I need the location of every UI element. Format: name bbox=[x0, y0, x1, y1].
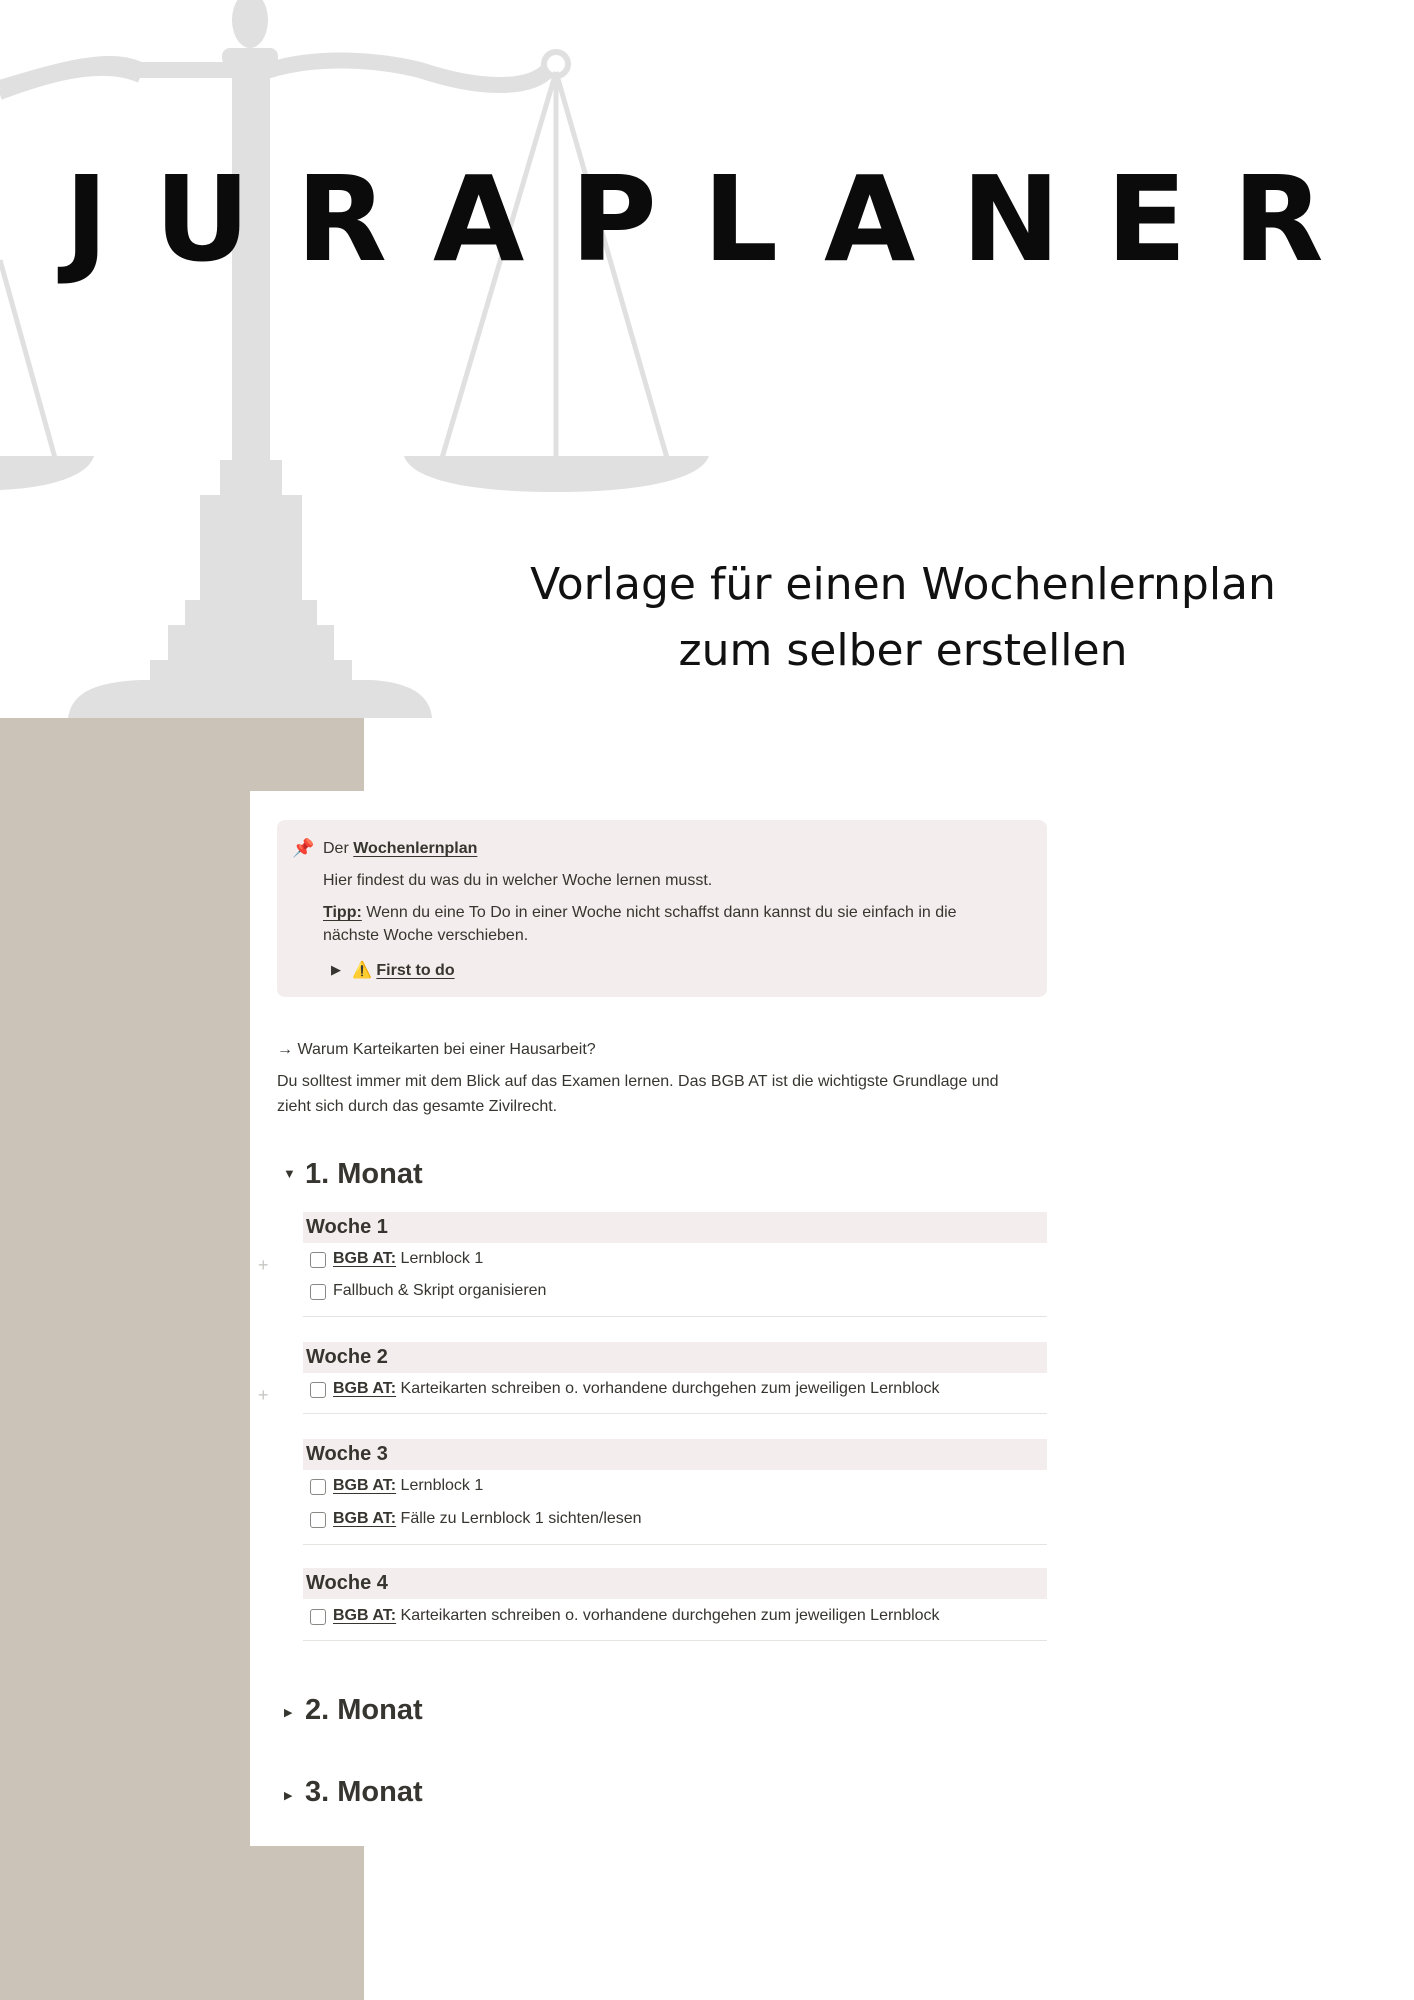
todo-text: Lernblock 1 bbox=[396, 1477, 484, 1494]
todo-checkbox[interactable] bbox=[310, 1382, 326, 1398]
todo-text: Fälle zu Lernblock 1 sichten/lesen bbox=[396, 1510, 642, 1527]
week-3-title: Woche 3 bbox=[306, 1443, 388, 1465]
first-to-do-toggle[interactable] bbox=[352, 960, 455, 980]
add-block-plus-icon[interactable]: + bbox=[258, 1385, 269, 1405]
todo-checkbox[interactable] bbox=[310, 1609, 326, 1625]
todo-item: Fallbuch & Skript organisieren bbox=[333, 1282, 547, 1299]
todo-checkbox[interactable] bbox=[310, 1512, 326, 1528]
todo-prefix-link[interactable]: BGB AT: bbox=[333, 1510, 397, 1527]
month-1-heading[interactable]: 1. Monat bbox=[305, 1158, 423, 1190]
tip-text-2: nächste Woche verschieben. bbox=[323, 927, 529, 944]
subtitle-line-1: Vorlage für einen Wochenlernplan bbox=[530, 559, 1276, 610]
cover-subtitle bbox=[500, 552, 1306, 684]
divider bbox=[303, 1544, 1047, 1545]
first-to-do-label: First to do bbox=[376, 962, 455, 979]
wochenlernplan-link[interactable]: Wochenlernplan bbox=[353, 840, 478, 857]
todo-text: Karteikarten schreiben o. vorhandene durchgehen zum jeweiligen Lernblock bbox=[396, 1380, 940, 1397]
divider bbox=[303, 1316, 1047, 1317]
tip-label: Tipp: bbox=[323, 904, 362, 921]
intro-text-2: zieht sich durch das gesamte Zivilrecht. bbox=[277, 1098, 558, 1115]
divider bbox=[303, 1640, 1047, 1641]
todo-item bbox=[333, 1380, 940, 1398]
week-4-title: Woche 4 bbox=[306, 1572, 388, 1594]
todo-checkbox[interactable] bbox=[310, 1252, 326, 1268]
week-1-title: Woche 1 bbox=[306, 1216, 388, 1238]
callout-tip bbox=[323, 904, 957, 922]
todo-text: Karteikarten schreiben o. vorhandene durchgehen zum jeweiligen Lernblock bbox=[396, 1607, 940, 1624]
divider bbox=[303, 1413, 1047, 1414]
tip-text-1: Wenn du eine To Do in einer Woche nicht schaffst dann kannst du sie einfach in die bbox=[361, 904, 957, 921]
week-3-header bbox=[303, 1439, 1047, 1470]
month-2-heading[interactable]: 2. Monat bbox=[305, 1694, 423, 1726]
month-3-heading[interactable]: 3. Monat bbox=[305, 1776, 423, 1808]
karteikarten-link[interactable]: → Warum Karteikarten bei einer Hausarbeit? bbox=[277, 1041, 596, 1058]
todo-prefix-link[interactable]: BGB AT: bbox=[333, 1380, 397, 1397]
todo-text: Lernblock 1 bbox=[396, 1250, 484, 1267]
todo-item bbox=[333, 1607, 940, 1625]
subtitle-line-2: zum selber erstellen bbox=[678, 625, 1128, 676]
toggle-collapsed-icon[interactable]: ▶ bbox=[284, 1707, 293, 1719]
todo-item bbox=[333, 1250, 483, 1268]
week-4-header bbox=[303, 1568, 1047, 1599]
pushpin-icon: 📌 bbox=[292, 838, 315, 858]
todo-checkbox[interactable] bbox=[310, 1479, 326, 1495]
callout-heading bbox=[323, 840, 477, 858]
toggle-collapsed-icon[interactable]: ▶ bbox=[284, 1790, 293, 1802]
todo-prefix-link[interactable]: BGB AT: bbox=[333, 1250, 397, 1267]
week-2-title: Woche 2 bbox=[306, 1346, 388, 1368]
todo-checkbox[interactable] bbox=[310, 1284, 326, 1300]
warning-icon: ⚠️ bbox=[352, 962, 372, 979]
week-2-header bbox=[303, 1342, 1047, 1373]
todo-prefix-link[interactable]: BGB AT: bbox=[333, 1607, 397, 1624]
add-block-plus-icon[interactable]: + bbox=[258, 1255, 269, 1275]
todo-item bbox=[333, 1477, 483, 1495]
callout-heading-prefix: Der bbox=[323, 840, 349, 857]
callout-line-1: Hier findest du was du in welcher Woche lernen musst. bbox=[323, 872, 713, 889]
cover-title: JURAPLANER bbox=[64, 150, 1370, 288]
week-1-header bbox=[303, 1212, 1047, 1243]
todo-item bbox=[333, 1510, 642, 1528]
toggle-expanded-icon[interactable]: ▼ bbox=[283, 1166, 296, 1181]
intro-text-1: Du solltest immer mit dem Blick auf das Examen lernen. Das BGB AT ist die wichtigste Grundlage und bbox=[277, 1073, 999, 1090]
todo-prefix-link[interactable]: BGB AT: bbox=[333, 1477, 397, 1494]
toggle-triangle-icon[interactable]: ▶ bbox=[331, 962, 341, 977]
